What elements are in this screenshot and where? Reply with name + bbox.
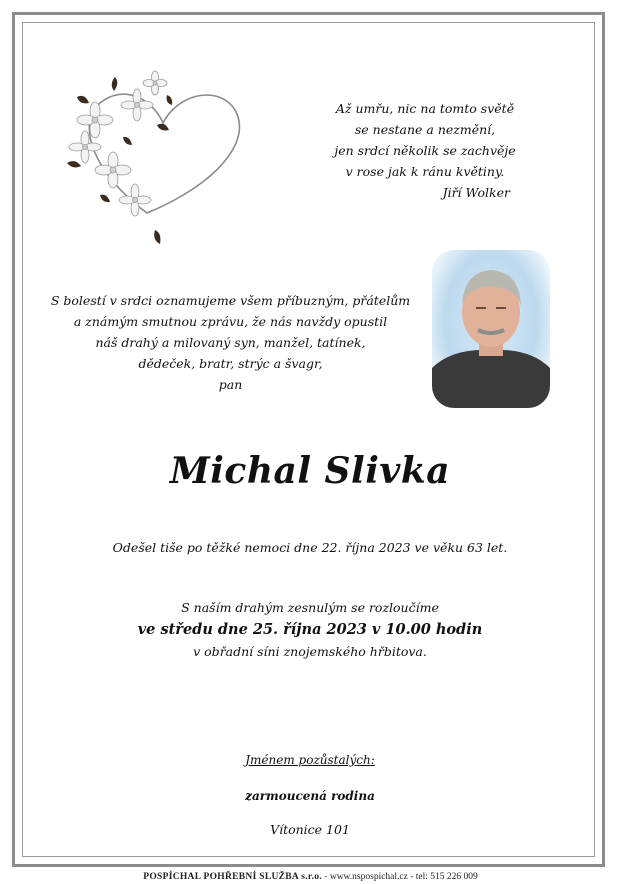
farewell-info: [60, 597, 560, 663]
announcement-line: S bolestí v srdci oznamujeme všem příbuzným, přátelům: [50, 293, 411, 308]
announcement-line: pan: [218, 377, 243, 392]
poem-line: Až umřu, nic na tomto světě: [335, 101, 515, 116]
farewell-datetime: ve středu dne 25. října 2023 v 10.00 hodin: [137, 621, 483, 638]
family-name: zarmoucená rodina: [245, 789, 375, 803]
poem-line: v rose jak k ránu květiny.: [345, 164, 505, 179]
poem: [300, 98, 550, 203]
footer-company: POSPÍCHAL POHŘEBNÍ SLUŽBA s.r.o.: [143, 872, 322, 882]
heart-flowers-icon: [55, 65, 255, 260]
announcement-line: dědeček, bratr, strýc a švagr,: [138, 356, 323, 371]
on-behalf-label: Jménem pozůstalých:: [245, 753, 375, 767]
announcement-line: náš drahý a milovaný syn, manžel, tatínek,: [95, 335, 366, 350]
announcement-line: a známým smutnou zprávu, že nás navždy opustil: [73, 314, 388, 329]
portrait-photo: [432, 250, 550, 408]
poem-line: se nestane a nezmění,: [354, 122, 496, 137]
footer-contact: - www.nspospichal.cz - tel: 515 226 009: [321, 872, 478, 882]
announcement: [38, 290, 423, 395]
address: Vítonice 101: [270, 822, 350, 837]
poem-line: jen srdcí několik se zachvěje: [334, 143, 516, 158]
farewell-location: v obřadní síni znojemského hřbitova.: [193, 644, 427, 659]
death-notice: Odešel tiše po těžké nemoci dne 22. října 2023 ve věku 63 let.: [112, 540, 508, 555]
farewell-intro: S naším drahým zesnulým se rozloučíme: [181, 600, 439, 615]
family-signature: [60, 742, 560, 814]
deceased-name: Michal Slivka: [169, 450, 451, 492]
footer: [0, 872, 621, 882]
poem-author: Jiří Wolker: [442, 185, 510, 200]
